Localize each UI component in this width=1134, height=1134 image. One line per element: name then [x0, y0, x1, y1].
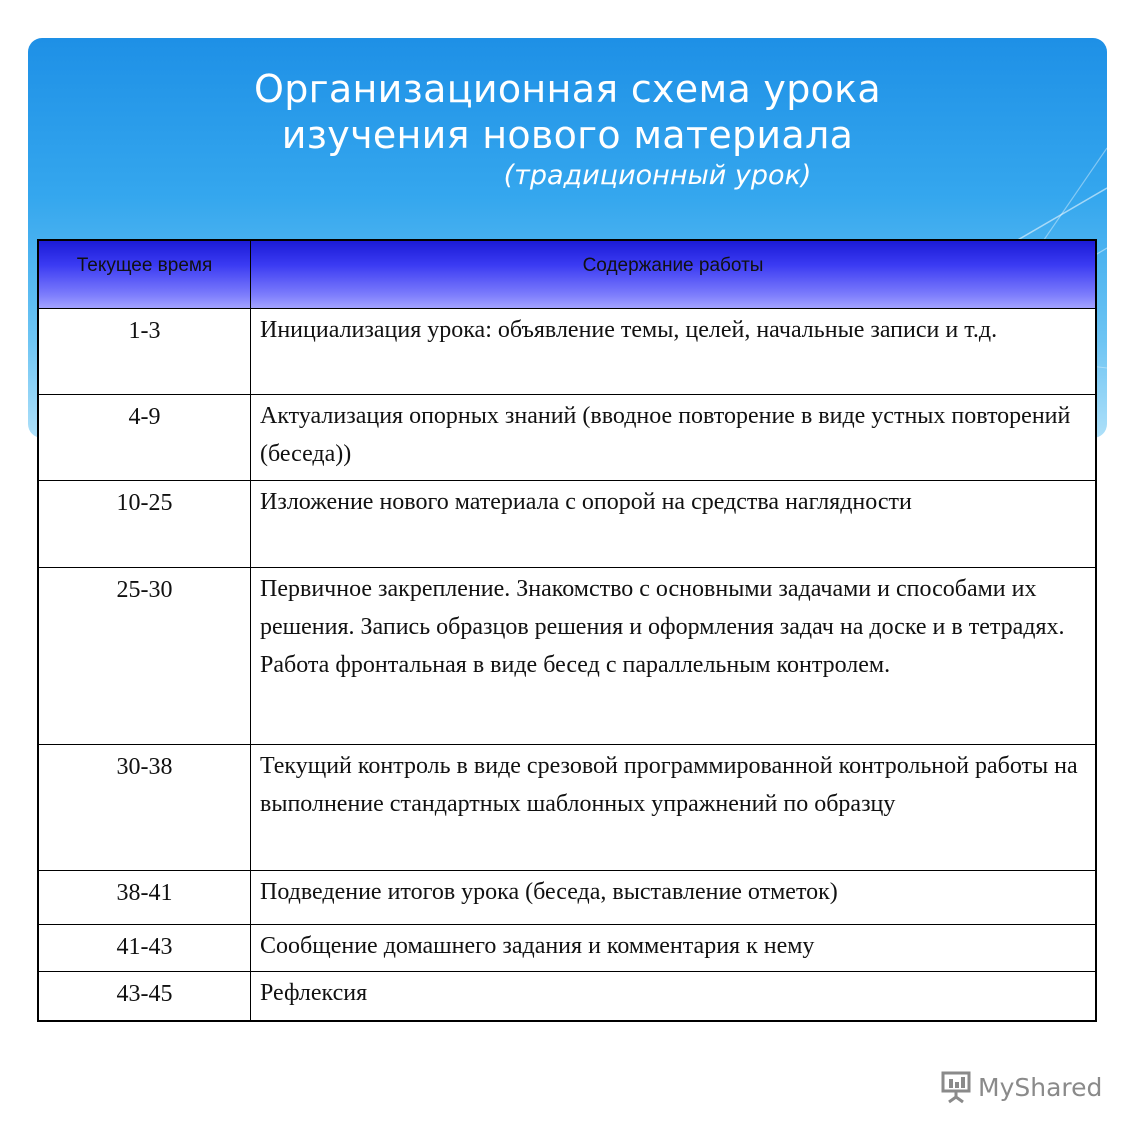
row-content: Актуализация опорных знаний (вводное повторение в виде устных повторений (беседа)) — [251, 394, 1097, 480]
row-content: Изложение нового материала с опорой на средства наглядности — [251, 480, 1097, 567]
table-row — [38, 870, 1096, 924]
row-content: Сообщение домашнего задания и комментария к нему — [251, 924, 1097, 971]
row-time: 43-45 — [38, 971, 251, 1021]
title-line-1: Организационная схема урока — [253, 67, 882, 111]
row-content: Рефлексия — [251, 971, 1097, 1021]
row-time: 1-3 — [38, 308, 251, 394]
slide-title — [28, 66, 1107, 194]
title-line-2: изучения нового материала — [281, 113, 854, 157]
row-content: Инициализация урока: объявление темы, целей, начальные записи и т.д. — [251, 308, 1097, 394]
table-row — [38, 744, 1096, 870]
row-content: Подведение итогов урока (беседа, выставление отметок) — [251, 870, 1097, 924]
row-time: 38-41 — [38, 870, 251, 924]
row-time: 10-25 — [38, 480, 251, 567]
myshared-watermark — [940, 1070, 1102, 1104]
table-row — [38, 394, 1096, 480]
table-row — [38, 308, 1096, 394]
table-row — [38, 924, 1096, 971]
row-time: 30-38 — [38, 744, 251, 870]
table-row — [38, 971, 1096, 1021]
row-time: 25-30 — [38, 567, 251, 744]
title-subtitle: (традиционный урок) — [503, 160, 812, 191]
lesson-schedule-table — [37, 239, 1097, 1022]
header-time: Текущее время — [38, 240, 251, 308]
row-content: Текущий контроль в виде срезовой программированной контрольной работы на выполнение стандартных шаблонных упражнений по образцу — [251, 744, 1097, 870]
watermark-text: MyShared — [978, 1072, 1103, 1102]
table-row — [38, 567, 1096, 744]
header-content: Содержание работы — [251, 240, 1097, 308]
table-row — [38, 480, 1096, 567]
presentation-board-icon — [940, 1070, 972, 1104]
row-content: Первичное закрепление. Знакомство с основными задачами и способами их решения. Запись образцов решения и оформления задач на доске и в тетрадях. Работа фронтальная в виде бесед с параллельным контролем. — [251, 567, 1097, 744]
row-time: 4-9 — [38, 394, 251, 480]
table-header-row — [38, 240, 1096, 308]
row-time: 41-43 — [38, 924, 251, 971]
